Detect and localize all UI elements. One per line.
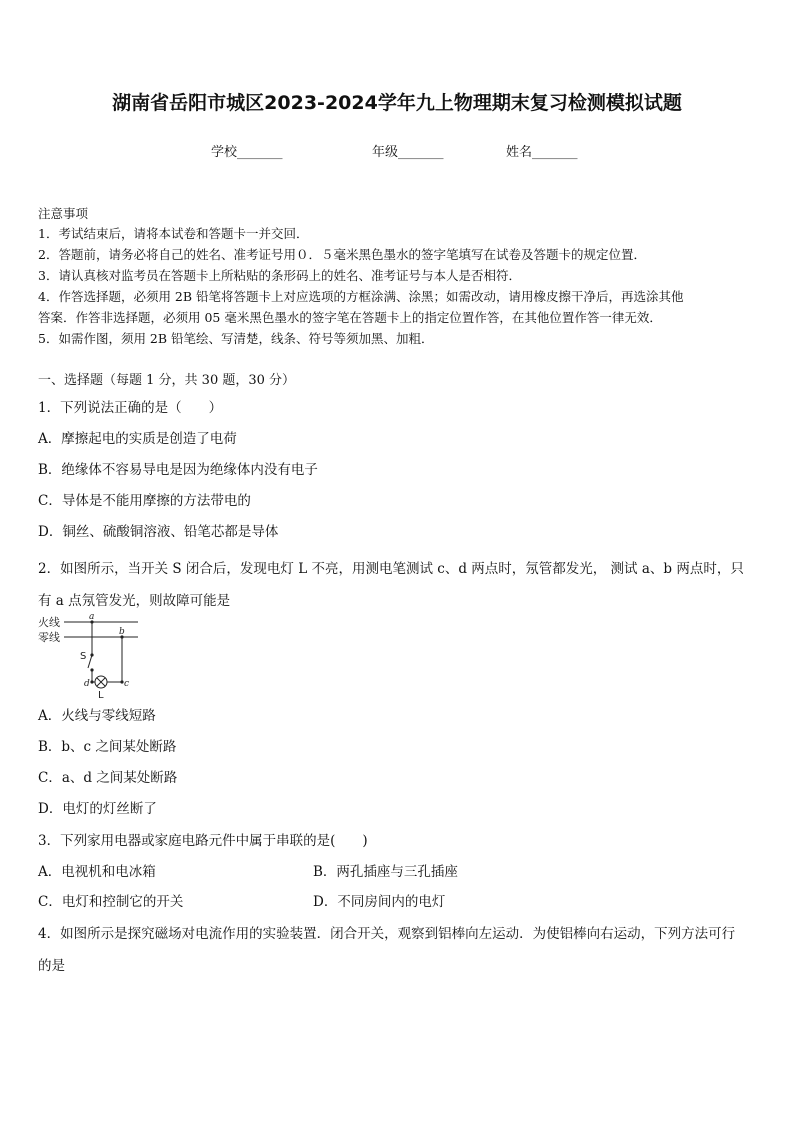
- point-b-label: b: [119, 627, 125, 637]
- grade-field: 年级_______: [372, 145, 444, 160]
- question-stem-continued: 有 a 点氖管发光，则故障可能是: [38, 593, 231, 609]
- option-c: C．电灯和控制它的开关: [38, 894, 184, 910]
- option-d: D．不同房间内的电灯: [313, 894, 446, 910]
- note-item: 1．考试结束后，请将本试卷和答题卡一并交回．: [38, 226, 309, 241]
- notes-heading: 注意事项: [38, 206, 89, 221]
- option-c: C．导体是不能用摩擦的方法带电的: [38, 493, 251, 509]
- point-a-label: a: [89, 612, 95, 622]
- note-item: 4．作答选择题，必须用 2B 铅笔将答题卡上对应选项的方框涂满、涂黑；如需改动，请用橡皮擦干净后，再选涂其他: [38, 289, 684, 304]
- name-field: 姓名_______: [506, 145, 578, 160]
- option-b: B．两孔插座与三孔插座: [313, 864, 458, 880]
- question-stem: 2．如图所示，当开关 S 闭合后，发现电灯 L 不亮，用测电笔测试 c、d 两点时，氖管都发光， 测试 a、b 两点时，只: [38, 561, 744, 577]
- point-c-label: c: [124, 679, 130, 689]
- point-d-label: d: [84, 679, 90, 689]
- option-d: D．铜丝、硫酸铜溶液、铅笔芯都是导体: [38, 524, 279, 540]
- option-a: A．火线与零线短路: [38, 708, 156, 724]
- live-wire-label: 火线: [38, 616, 60, 629]
- neutral-wire-label: 零线: [38, 631, 60, 644]
- option-a: A．摩擦起电的实质是创造了电荷: [38, 431, 237, 447]
- switch-label: S: [80, 651, 87, 662]
- option-d: D．电灯的灯丝断了: [38, 801, 157, 817]
- circuit-diagram: [36, 610, 146, 700]
- question-stem: 4．如图所示是探究磁场对电流作用的实验装置．闭合开关，观察到铝棒向左运动．为使铝棒向右运动，下列方法可行: [38, 926, 736, 942]
- note-item: 5．如需作图，须用 2B 铅笔绘、写清楚，线条、符号等须加黑、加粗．: [38, 331, 434, 346]
- page-title: 湖南省岳阳市城区2023-2024学年九上物理期末复习检测模拟试题: [112, 92, 682, 114]
- question-stem: 1．下列说法正确的是（ ）: [38, 400, 223, 416]
- note-item: 答案．作答非选择题，必须用 05 毫米黑色墨水的签字笔在答题卡上的指定位置作答，在其他位置作答一律无效．: [38, 310, 662, 325]
- option-a: A．电视机和电冰箱: [38, 864, 156, 880]
- question-stem-continued: 的是: [38, 958, 65, 974]
- school-field: 学校_______: [211, 145, 283, 160]
- note-item: 3．请认真核对监考员在答题卡上所粘贴的条形码上的姓名、准考证号与本人是否相符．: [38, 268, 521, 283]
- question-stem: 3．下列家用电器或家庭电路元件中属于串联的是( ): [38, 833, 368, 849]
- option-b: B．b、c 之间某处断路: [38, 739, 177, 755]
- section-heading: 一、选择题（每题 1 分，共 30 题，30 分）: [38, 373, 296, 388]
- lamp-label: L: [98, 690, 104, 700]
- option-c: C．a、d 之间某处断路: [38, 770, 178, 786]
- option-b: B．绝缘体不容易导电是因为绝缘体内没有电子: [38, 462, 318, 478]
- note-item: 2．答题前，请务必将自己的姓名、准考证号用０．５毫米黑色墨水的签字笔填写在试卷及答题卡的规定位置．: [38, 247, 646, 262]
